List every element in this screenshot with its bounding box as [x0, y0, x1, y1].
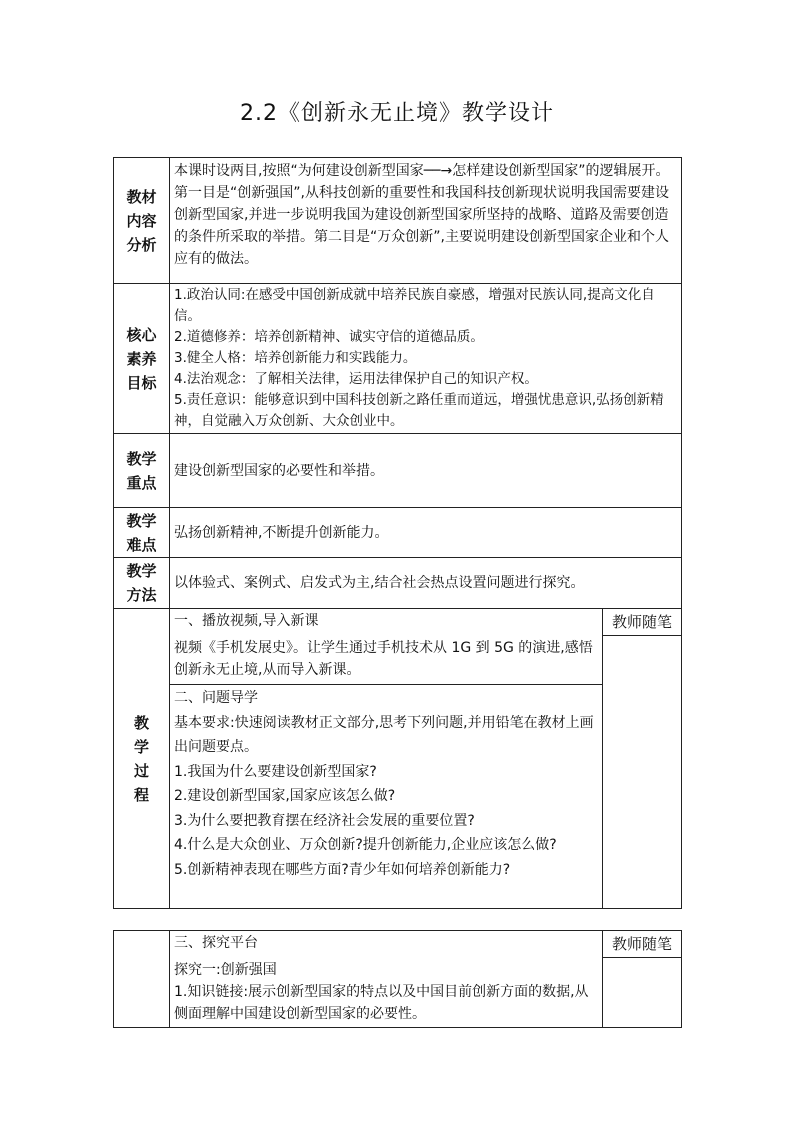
label-methods: 教学 方法: [114, 558, 170, 609]
label-key-points: 教学 重点: [114, 434, 170, 508]
lesson-plan-table-continued: [113, 930, 682, 1028]
teacher-notes-label-2: 教师随笔: [603, 931, 682, 958]
row-process-2: [114, 685, 682, 909]
goal-item: 1.政治认同:在感受中国创新成就中培养民族自豪感，增强对民族认同,提高文化自信。: [174, 287, 655, 324]
question-item: 3.为什么要把教育摆在经济社会发展的重要位置?: [174, 812, 475, 829]
question-item: 4.什么是大众创业、万众创新?提升创新能力,企业应该怎么做?: [174, 837, 557, 853]
row-goals: [114, 284, 682, 434]
question-item: 5.创新精神表现在哪些方面?青少年如何培养创新能力?: [174, 861, 511, 878]
analysis-text: 本课时设两目,按照“为何建设创新型国家──→怎样建设创新型国家”的逻辑展开。第一目是“创新强国”,从科技创新的重要性和我国科技创新现状说明我国需要建设创新型国家,并进一步说明我国为建设创新型国家所坚持的战略、道路及需要创造的条件所采取的举措。第二目是“万众创新”,主要说明建设创新型国家企业和个人应有的做法。: [170, 158, 682, 284]
section2-heading: 二、问题导学: [174, 690, 258, 706]
document-title: 2.2《创新永无止境》教学设计: [240, 101, 554, 126]
goals-list: [170, 284, 682, 434]
continued-label-cell: [114, 931, 170, 1028]
explore-heading: 三、探究平台: [170, 931, 603, 958]
teacher-notes-cell: [603, 636, 682, 909]
explore-text: 1.知识链接:展示创新型国家的特点以及中国目前创新方面的数据,从侧面理解中国建设创新型国家的必要性。: [174, 983, 589, 1022]
label-goals: 核心 素养 目标: [114, 284, 170, 434]
label-analysis: 教材 内容 分析: [114, 158, 170, 284]
row-analysis: [114, 158, 682, 284]
teacher-notes-label: 教师随笔: [603, 609, 682, 636]
row-process-1-body: [114, 636, 682, 685]
section2-intro: 基本要求:快速阅读教材正文部分,思考下列问题,并用铅笔在教材上画出问题要点。: [174, 714, 594, 755]
explore-body: [170, 958, 603, 1028]
label-difficulties: 教学 难点: [114, 508, 170, 558]
row-explore-body: [114, 958, 682, 1028]
key-points-text: 建设创新型国家的必要性和举措。: [170, 434, 682, 508]
process-section1-heading: 一、播放视频,导入新课: [170, 609, 603, 636]
teacher-notes-cell-2: [603, 958, 682, 1028]
goal-item: 3.健全人格：培养创新能力和实践能力。: [174, 350, 417, 366]
label-process: 教 学 过 程: [114, 609, 170, 909]
question-item: 2.建设创新型国家,国家应该怎么做?: [174, 788, 396, 804]
row-methods: [114, 558, 682, 609]
process-section2: [170, 685, 603, 909]
lesson-plan-table: [113, 157, 682, 909]
methods-text: 以体验式、案例式、启发式为主,结合社会热点设置问题进行探究。: [170, 558, 682, 609]
row-key-points: [114, 434, 682, 508]
goal-item: 2.道德修养：培养创新精神、诚实守信的道德品质。: [174, 329, 484, 345]
goal-item: 5.责任意识：能够意识到中国科技创新之路任重而道远，增强忧患意识,弘扬创新精神，自觉融入万众创新、大众创业中。: [174, 392, 664, 429]
question-item: 1.我国为什么要建设创新型国家?: [174, 763, 377, 780]
process-section1-text: 视频《手机发展史》。让学生通过手机技术从 1G 到 5G 的演进,感悟创新永无止境,从而导入新课。: [170, 636, 603, 685]
row-explore-head: [114, 931, 682, 958]
row-process-1-head: [114, 609, 682, 636]
goal-item: 4.法治观念：了解相关法律，运用法律保护自己的知识产权。: [174, 371, 538, 387]
explore-sub: 探究一:创新强国: [174, 961, 277, 978]
difficulties-text: 弘扬创新精神,不断提升创新能力。: [170, 508, 682, 558]
row-difficulties: [114, 508, 682, 558]
